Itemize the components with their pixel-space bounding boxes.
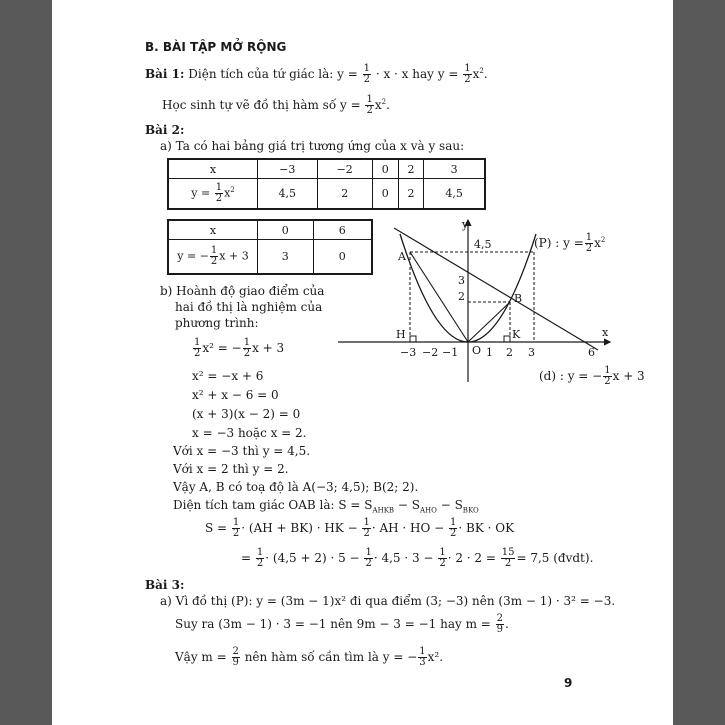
table-cell: 0 bbox=[313, 240, 372, 274]
equation-4: (x + 3)(x − 2) = 0 bbox=[192, 407, 301, 421]
table-cell: 2 bbox=[317, 179, 372, 209]
value-table-parabola bbox=[167, 158, 486, 210]
table-cell: 2 bbox=[398, 179, 424, 209]
area-computation: = $\frac{1}{2}$ · (4,5 + 2) · 5 − $\frac{1}{2}$ · 4,5 · 3 − $\frac{1}{2}$ · 2 · 2 = $\frac{15}{2}$ = 7,5 (đvdt). bbox=[241, 547, 594, 569]
point-h-label: H bbox=[396, 328, 406, 341]
parabola-label: (P) : y = $\frac{1}{2}$ $x^2$ bbox=[534, 232, 606, 254]
fraction-half: $\frac{1}{2}$ bbox=[464, 63, 471, 85]
table-cell: 3 bbox=[424, 159, 485, 179]
equation-1: $\frac{1}{2}$ x² = − $\frac{1}{2}$ x + 3 bbox=[194, 337, 285, 359]
bai2-b-line2: hai đồ thị là nghiệm của bbox=[175, 300, 323, 314]
x-tick-label: −3 bbox=[400, 346, 417, 359]
y-axis-label: y bbox=[462, 218, 469, 231]
table-cell: −2 bbox=[317, 159, 372, 179]
equation-3: x² + x − 6 = 0 bbox=[192, 388, 279, 402]
point-a-label: A bbox=[398, 250, 406, 263]
solution-1: Với x = −3 thì y = 4,5. bbox=[173, 444, 311, 458]
x-tick-label: 6 bbox=[588, 346, 595, 359]
y-tick-label: 2 bbox=[458, 290, 465, 303]
table-cell: 4,5 bbox=[424, 179, 485, 209]
table-cell: 3 bbox=[258, 240, 314, 274]
area-formula: S = $\frac{1}{2}$ · (AH + BK) · HK − $\frac{1}{2}$ · AH · HO − $\frac{1}{2}$ · BK · OK bbox=[205, 517, 515, 539]
document-page bbox=[52, 0, 673, 725]
bai1-line1: Bài 1: Diện tích của tứ giác là: y = $\frac{1}{2}$ · x · x hay y = $\frac{1}{2}$ $x^2$. bbox=[145, 63, 488, 85]
bai2-label: Bài 2: bbox=[145, 123, 185, 137]
table-cell: y = − $\frac{1}{2}$ x + 3 bbox=[168, 240, 258, 274]
point-o-label: O bbox=[472, 344, 482, 357]
table-cell: −3 bbox=[258, 159, 318, 179]
table-cell: y = $\frac{1}{2}$ $x^2$ bbox=[168, 179, 258, 209]
page-number: 9 bbox=[564, 676, 573, 690]
bai1-text1b: · x · x hay y = bbox=[375, 67, 459, 81]
equation-5: x = −3 hoặc x = 2. bbox=[192, 426, 307, 440]
coordinates: Vậy A, B có toạ độ là A(−3; 4,5); B(2; 2). bbox=[173, 480, 419, 494]
x-tick-label: −1 bbox=[442, 346, 459, 359]
equation-2: x² = −x + 6 bbox=[192, 369, 264, 383]
point-b-label: B bbox=[514, 292, 523, 305]
right-angle-mark bbox=[504, 336, 510, 342]
bai3-label: Bài 3: bbox=[145, 578, 185, 592]
area-intro: Diện tích tam giác OAB là: $S = S_{AHKB} - S_{AHO} - S_{BKO}$ bbox=[173, 498, 479, 515]
left-margin-bar bbox=[0, 0, 52, 725]
y-tick-label: 3 bbox=[458, 274, 465, 287]
bai3-line1: a) Vì đồ thị (P): y = (3m − 1)x² đi qua điểm (3; −3) nên (3m − 1) · 3² = −3. bbox=[160, 594, 616, 608]
right-angle-mark bbox=[410, 336, 416, 342]
y-tick-label: 4,5 bbox=[474, 238, 492, 251]
fraction-half: $\frac{1}{2}$ bbox=[366, 94, 373, 116]
bai3-line3: Vậy m = $\frac{2}{9}$ nên hàm số cần tìm là y = − $\frac{1}{3}$ x². bbox=[175, 646, 444, 668]
bai1-label: Bài 1: bbox=[145, 67, 185, 81]
line-d-label: (d) : y = − $\frac{1}{2}$ x + 3 bbox=[539, 365, 645, 387]
bai2-b-line1: b) Hoành độ giao điểm của bbox=[160, 284, 325, 298]
x-tick-label: 2 bbox=[506, 346, 513, 359]
x-axis-label: x bbox=[602, 326, 609, 339]
section-title: B. BÀI TẬP MỞ RỘNG bbox=[145, 40, 287, 54]
right-margin-bar bbox=[673, 0, 725, 725]
fraction-half: $\frac{1}{2}$ bbox=[363, 63, 370, 85]
table-cell: 0 bbox=[258, 220, 314, 240]
table-cell: x bbox=[168, 220, 258, 240]
x-tick-label: 3 bbox=[528, 346, 535, 359]
point-k-label: K bbox=[512, 328, 521, 341]
bai1-text1: Diện tích của tứ giác là: y = bbox=[188, 67, 358, 81]
x-tick-label: −2 bbox=[422, 346, 439, 359]
bai1-line2: Học sinh tự vẽ đồ thị hàm số y = $\frac{1}{2}$ $x^2$. bbox=[162, 94, 390, 116]
x-tick-label: 1 bbox=[486, 346, 493, 359]
table-cell: 0 bbox=[372, 179, 398, 209]
table-cell: 6 bbox=[313, 220, 372, 240]
bai2-a-intro: a) Ta có hai bảng giá trị tương ứng của x và y sau: bbox=[160, 139, 465, 153]
table-cell: x bbox=[168, 159, 258, 179]
solution-2: Với x = 2 thì y = 2. bbox=[173, 462, 289, 476]
table-cell: 0 bbox=[372, 159, 398, 179]
bai2-b-line3: phương trình: bbox=[175, 316, 259, 330]
table-cell: 2 bbox=[398, 159, 424, 179]
table-cell: 4,5 bbox=[258, 179, 318, 209]
bai3-line2: Suy ra (3m − 1) · 3 = −1 nên 9m − 3 = −1 hay m = $\frac{2}{9}$ . bbox=[175, 613, 509, 635]
